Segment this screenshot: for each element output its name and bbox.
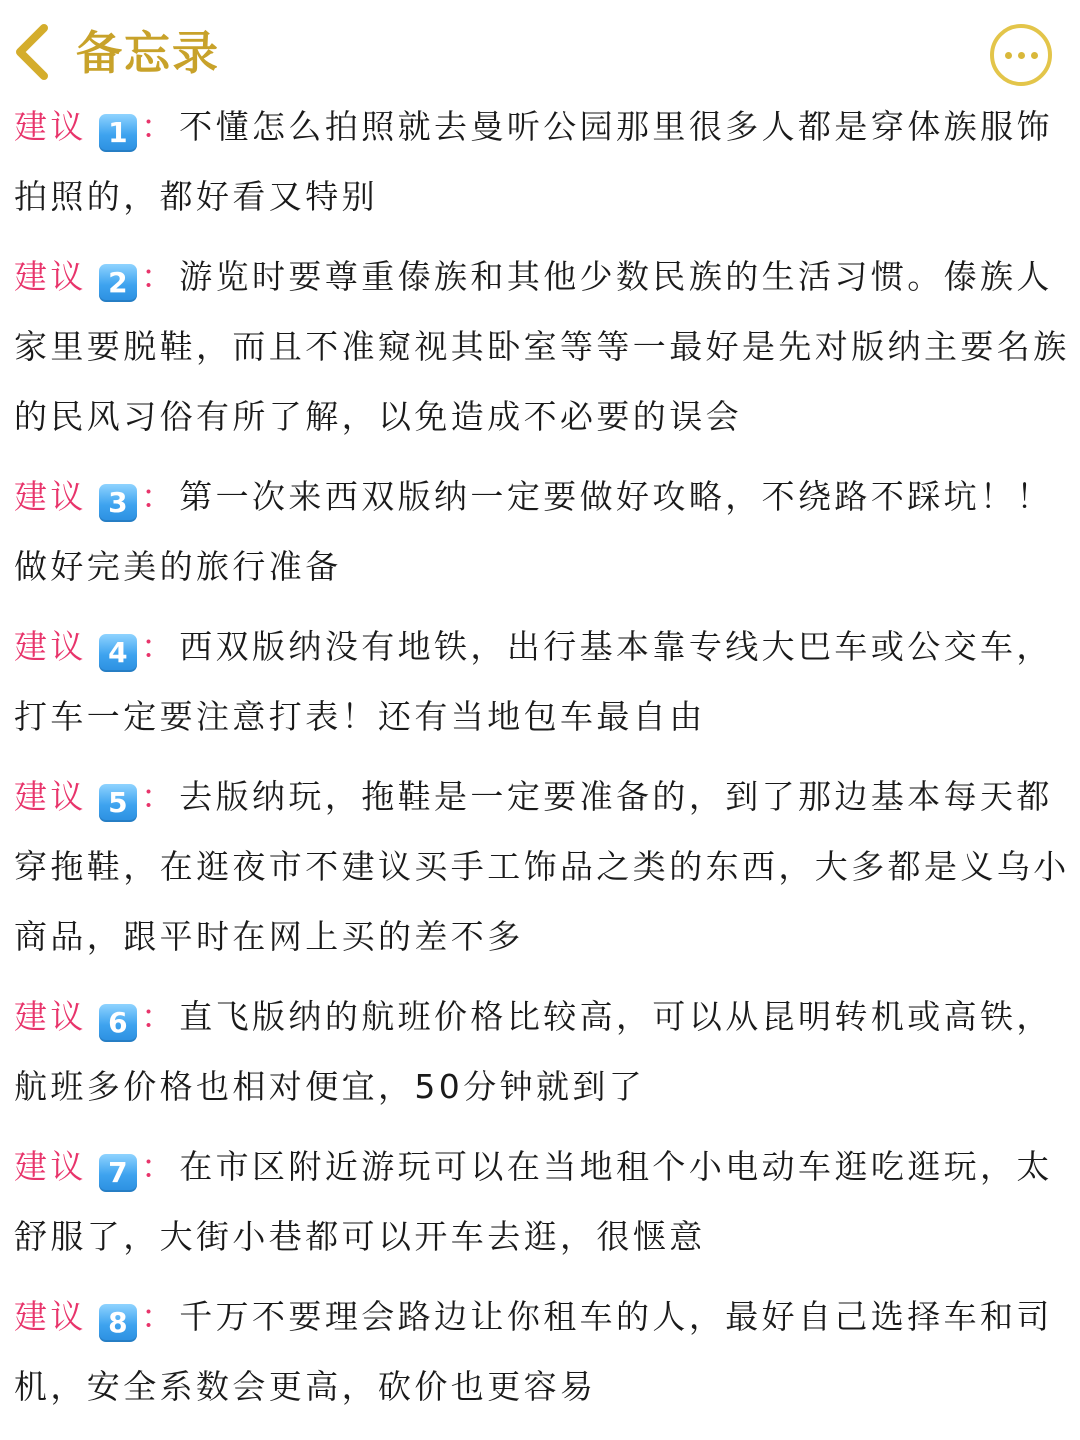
number-badge-icon: 3 [99,484,137,522]
tip-item [14,612,1070,752]
tip-item [14,982,1070,1122]
tip-label: 建议 [14,997,87,1036]
tip-label: 建议 [14,1147,87,1186]
tip-text: 第一次来西双版纳一定要做好攻略，不绕路不踩坑！！做好完美的旅行准备 [14,477,1053,586]
page-title: 备忘录 [76,26,220,80]
number-badge-icon: 1 [99,114,137,152]
tip-colon: ： [140,477,178,516]
tip-text: 西双版纳没有地铁，出行基本靠专线大巴车或公交车，打车一定要注意打表！还有当地包车最自由 [14,627,1053,736]
tip-label: 建议 [14,257,87,296]
tip-colon: ： [140,1297,178,1336]
tip-text: 不懂怎么拍照就去曼听公园那里很多人都是穿体族服饰拍照的，都好看又特别 [14,107,1053,216]
tip-colon: ： [140,627,178,666]
top-bar [0,0,1080,100]
tip-label: 建议 [14,627,87,666]
number-badge-icon: 6 [99,1004,137,1042]
number-badge-icon: 5 [99,784,137,822]
chevron-left-icon [12,22,52,82]
tip-text: 在市区附近游玩可以在当地租个小电动车逛吃逛玩，太舒服了，大街小巷都可以开车去逛，很惬意 [14,1147,1053,1256]
tip-label: 建议 [14,1297,87,1336]
note-body[interactable] [14,92,1070,1432]
tip-text: 游览时要尊重傣族和其他少数民族的生活习惯。傣族人家里要脱鞋，而且不准窥视其卧室等等一最好是先对版纳主要名族的民风习俗有所了解，以免造成不必要的误会 [14,257,1070,436]
more-dots-icon [1005,52,1012,59]
tip-colon: ： [140,107,178,146]
tip-item [14,242,1070,452]
tip-item [14,762,1070,972]
more-dots-icon [1018,52,1025,59]
number-badge-icon: 2 [99,264,137,302]
tip-label: 建议 [14,777,87,816]
number-badge-icon: 7 [99,1154,137,1192]
tip-colon: ： [140,997,178,1036]
back-button[interactable] [12,22,52,82]
number-badge-icon: 8 [99,1304,137,1342]
tip-label: 建议 [14,107,87,146]
tip-colon: ： [140,1147,178,1186]
tip-label: 建议 [14,477,87,516]
more-dots-icon [1031,52,1038,59]
tip-item [14,92,1070,232]
more-options-button[interactable] [990,24,1052,86]
tip-item [14,1132,1070,1272]
number-badge-icon: 4 [99,634,137,672]
tip-text: 千万不要理会路边让你租车的人，最好自己选择车和司机，安全系数会更高，砍价也更容易 [14,1297,1053,1406]
tip-item [14,462,1070,602]
tip-item [14,1282,1070,1422]
tip-colon: ： [140,777,178,816]
tip-text: 去版纳玩，拖鞋是一定要准备的，到了那边基本每天都穿拖鞋，在逛夜市不建议买手工饰品之类的东西，大多都是义乌小商品，跟平时在网上买的差不多 [14,777,1070,956]
tip-colon: ： [140,257,178,296]
tip-text: 直飞版纳的航班价格比较高，可以从昆明转机或高铁，航班多价格也相对便宜，50分钟就到了 [14,997,1053,1106]
